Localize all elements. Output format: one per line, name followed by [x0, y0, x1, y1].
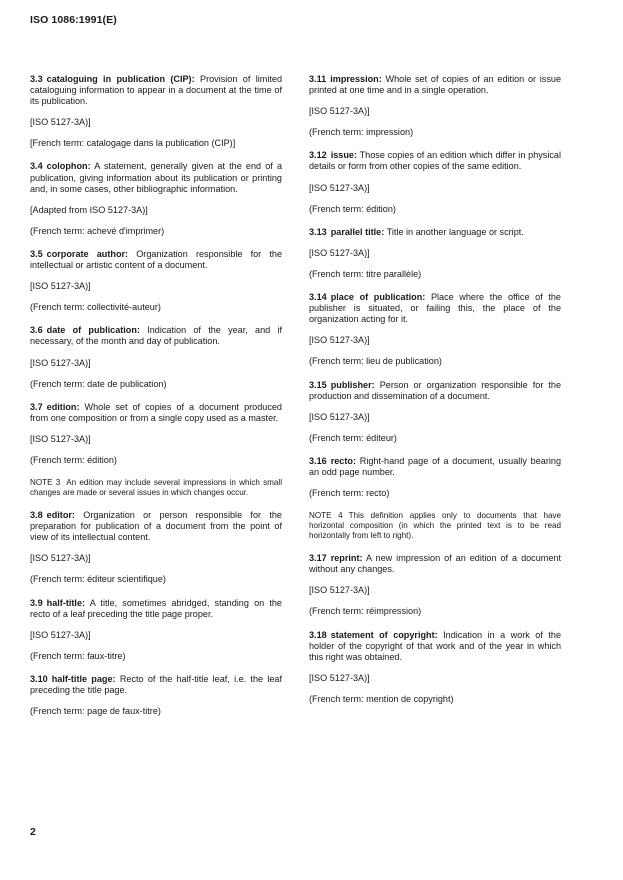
term-name: half-title page:: [51, 673, 116, 684]
source-reference: [Adapted from ISO 5127-3A)]: [30, 204, 148, 215]
definition-text: Indication in a work of the holder of the copyright of that work and of the year in which this right was obtained.: [309, 629, 561, 662]
source-reference: [ISO 5127-3A)]: [30, 281, 91, 292]
definition-text: Person or organization responsible for the production and dissemination of a document.: [309, 379, 562, 401]
definition-text: A title, sometimes abridged, standing on the recto of a leaf preceding the title page proper.: [30, 597, 282, 619]
french-term: (French term: page de faux-titre): [30, 706, 161, 717]
term-definition: [309, 150, 561, 172]
source-reference: [ISO 5127-3A)]: [309, 182, 370, 193]
source-reference: [ISO 5127-3A)]: [309, 672, 370, 683]
definition-text: Indication of the year, and if necessary, of the month and day of publication.: [30, 325, 282, 347]
term-definition: [309, 74, 561, 96]
definition-text: Provision of limited cataloguing information to appear in a document at the time of its publication.: [30, 74, 282, 107]
term-entry: [309, 553, 561, 617]
clause-number: 3.7: [30, 401, 43, 412]
term-entry: [30, 249, 282, 313]
french-term: (French term: réimpression): [309, 606, 422, 617]
french-term: (French term: édition): [309, 203, 396, 214]
term-definition: [30, 249, 282, 271]
clause-number: 3.18: [309, 629, 327, 640]
note-label: NOTE 3: [30, 478, 61, 488]
clause-number: 3.17: [309, 553, 327, 564]
source-reference: [ISO 5127-3A)]: [30, 553, 91, 564]
source-reference: [ISO 5127-3A)]: [30, 357, 91, 368]
term-name: statement of copyright:: [330, 629, 438, 640]
term-entry: [309, 630, 561, 705]
term-definition: [309, 553, 561, 575]
term-entry: [30, 510, 282, 585]
french-term: (French term: éditeur scientifique): [30, 574, 166, 585]
french-term: (French term: mention de copyright): [309, 693, 454, 704]
term-name: publisher:: [330, 379, 375, 390]
definition-text: Organization or person responsible for the preparation for publication of a document from the point of view of its intellectual content.: [30, 510, 282, 543]
term-definition: [309, 456, 561, 478]
source-reference: [ISO 5127-3A)]: [309, 247, 370, 258]
french-term: (French term: achevé d'imprimer): [30, 225, 165, 236]
definition-text: A new impression of an edition of a document without any changes.: [309, 553, 561, 575]
term-name: impression:: [330, 74, 382, 84]
clause-number: 3.13: [309, 226, 327, 237]
right-column: [309, 74, 561, 717]
term-name: edition:: [46, 401, 80, 412]
french-term: (French term: collectivité-auteur): [30, 302, 161, 313]
term-definition: [30, 325, 282, 347]
term-entry: [30, 74, 282, 149]
clause-number: 3.15: [309, 379, 327, 390]
page-number: 2: [30, 826, 36, 838]
term-name: recto:: [330, 455, 356, 466]
definition-text: Whole set of copies of a document produced from one composition or from a single copy used as a master.: [30, 401, 282, 423]
definition-text: A statement, generally given at the end of a publication, giving information about its publication or printing and, in some cases, other bibliographic information.: [30, 161, 283, 194]
french-term: (French term: éditeur): [309, 432, 397, 443]
left-column: [30, 74, 282, 729]
french-term: (French term: édition): [30, 454, 117, 465]
term-definition: [30, 74, 282, 107]
term-definition: [309, 292, 561, 325]
term-definition: [309, 380, 561, 402]
french-term: (French term: date de publication): [30, 378, 167, 389]
clause-number: 3.4: [30, 161, 43, 172]
definition-text: Right-hand page of a document, usually bearing an odd page number.: [309, 455, 561, 477]
note: [30, 478, 282, 498]
term-name: issue:: [330, 150, 357, 161]
clause-number: 3.10: [30, 673, 48, 684]
term-name: parallel title:: [330, 226, 385, 237]
source-reference: [ISO 5127-3A)]: [309, 335, 370, 346]
definition-text: Organization responsible for the intellectual or artistic content of a document.: [30, 248, 283, 271]
term-definition: [309, 630, 561, 663]
source-reference: [ISO 5127-3A)]: [309, 106, 370, 117]
term-entry: [30, 325, 282, 389]
note-text: An edition may include several impressions in which small changes are made or several issues in which changes occur.: [30, 478, 282, 498]
term-entry: [309, 456, 561, 541]
french-term: [French term: catalogage dans la publication (CIP)]: [30, 138, 236, 149]
term-name: reprint:: [330, 553, 363, 564]
definition-text: Title in another language or script.: [386, 226, 524, 237]
term-name: editor:: [46, 510, 75, 521]
source-reference: [ISO 5127-3A)]: [309, 411, 370, 422]
clause-number: 3.6: [30, 325, 43, 336]
term-definition: [30, 598, 282, 620]
term-name: colophon:: [46, 161, 91, 172]
term-name: place of publication:: [330, 292, 426, 303]
clause-number: 3.16: [309, 455, 327, 466]
definition-text: Place where the office of the publisher is situated, or failing this, the place of the organization acting for it.: [309, 292, 561, 325]
source-reference: [ISO 5127-3A)]: [30, 117, 91, 128]
term-definition: [30, 161, 282, 194]
source-reference: [ISO 5127-3A)]: [30, 433, 91, 444]
term-entry: [30, 674, 282, 717]
term-entry: [30, 402, 282, 498]
term-entry: [309, 227, 561, 280]
term-entry: [309, 380, 561, 444]
clause-number: 3.12: [309, 150, 327, 161]
source-reference: [ISO 5127-3A)]: [309, 585, 370, 596]
note-text: This definition applies only to documents that have horizontal composition (in which the printed text is to be read horizontally from left to right).: [309, 511, 561, 541]
term-name: cataloguing in publication (CIP):: [46, 74, 195, 84]
term-definition: [309, 227, 561, 238]
note: [309, 511, 561, 541]
term-definition: [30, 402, 282, 424]
term-definition: [30, 510, 282, 543]
french-term: (French term: recto): [309, 488, 390, 499]
note-label: NOTE 4: [309, 511, 343, 521]
term-entry: [30, 161, 282, 236]
term-entry: [309, 292, 561, 367]
clause-number: 3.8: [30, 510, 43, 521]
clause-number: 3.5: [30, 248, 43, 259]
definition-text: Those copies of an edition which differ in physical details or form from other copies of the same edition.: [309, 150, 561, 172]
definition-text: Recto of the half-title leaf, i.e. the leaf preceding the title page.: [30, 673, 282, 695]
clause-number: 3.3: [30, 74, 43, 84]
term-definition: [30, 674, 282, 696]
term-entry: [309, 150, 561, 214]
source-reference: [ISO 5127-3A)]: [30, 629, 91, 640]
term-name: date of publication:: [46, 325, 140, 336]
french-term: (French term: impression): [309, 127, 414, 138]
term-name: corporate author:: [46, 248, 129, 259]
term-entry: [309, 74, 561, 138]
french-term: (French term: faux-titre): [30, 650, 126, 661]
french-term: (French term: titre parallèle): [309, 268, 422, 279]
french-term: (French term: lieu de publication): [309, 356, 442, 367]
clause-number: 3.14: [309, 292, 327, 303]
clause-number: 3.11: [309, 74, 327, 84]
definition-text: Whole set of copies of an edition or issue printed at one time and in a single operation.: [309, 74, 561, 96]
document-id-header: ISO 1086:1991(E): [30, 14, 117, 26]
term-entry: [30, 598, 282, 662]
term-name: half-title:: [46, 597, 86, 608]
clause-number: 3.9: [30, 597, 43, 608]
